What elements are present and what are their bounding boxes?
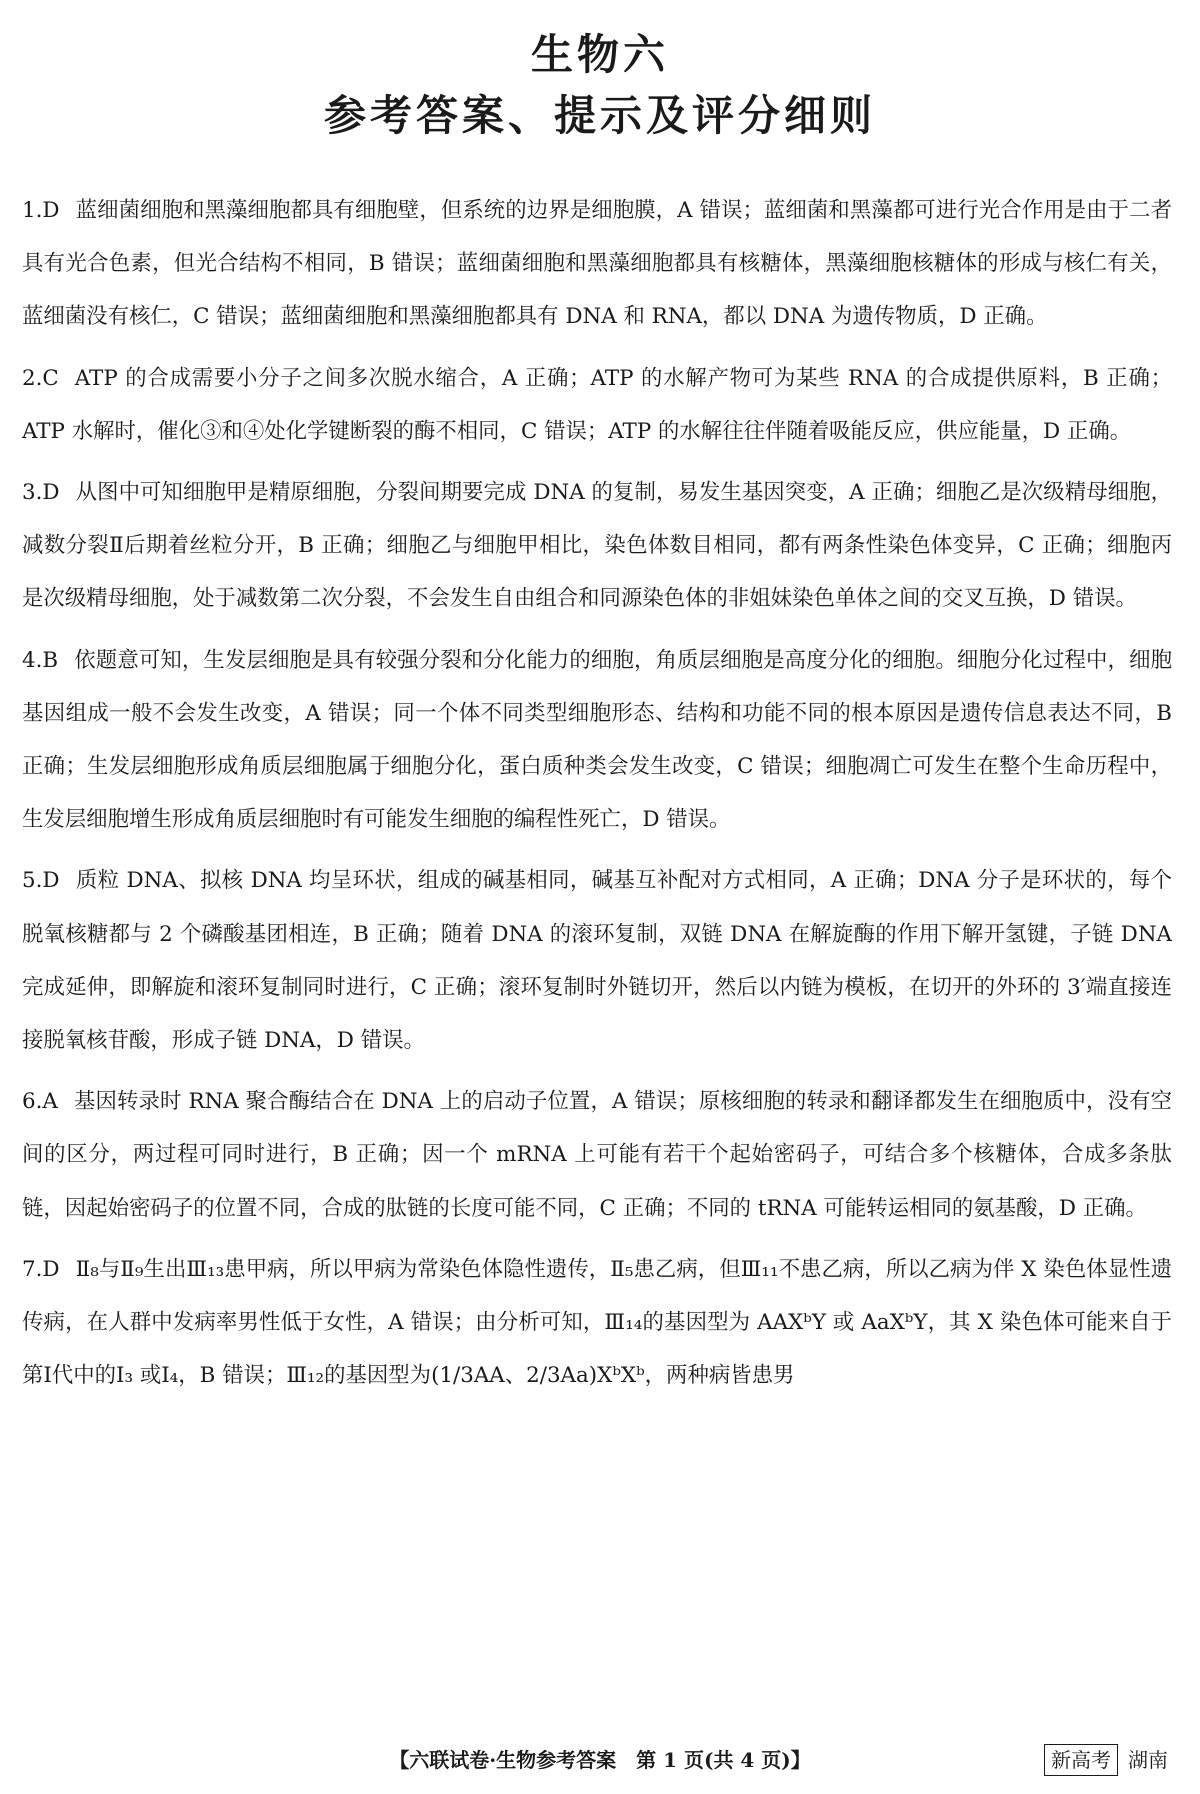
answer-number: 5.D (22, 868, 60, 894)
answer-explanation: Ⅱ₈与Ⅱ₉生出Ⅲ₁₃患甲病，所以甲病为常染色体隐性遗传，Ⅱ₅患乙病，但Ⅲ₁₁不患乙病，所以乙病为伴 X 染色体显性遗传病，在人群中发病率男性低于女性，A 错误；由分析可知，Ⅲ₁₄的基因型为 AAXᵇY 或 AaXᵇY，其 X 染色体可能来自于第Ⅰ代中的Ⅰ₃ 或Ⅰ₄，B 错误；Ⅲ₁₂的基因型为(1/3AA、2/3Aa)XᵇXᵇ，两种病皆患男 (22, 1256, 1172, 1389)
answer-item (22, 352, 1172, 458)
answer-number: 6.A (22, 1089, 58, 1115)
answer-item (22, 184, 1172, 344)
footer-tags (1044, 1744, 1168, 1776)
footer-page-info: 【六联试卷·生物参考答案 第 1 页(共 4 页)】 (389, 1748, 811, 1772)
answer-item (22, 854, 1172, 1067)
exam-type-badge: 新高考 (1044, 1744, 1118, 1776)
title-block (0, 0, 1200, 146)
answer-explanation: 质粒 DNA、拟核 DNA 均呈环状，组成的碱基相同，碱基互补配对方式相同，A 正确；DNA 分子是环状的，每个脱氧核糖都与 2 个磷酸基团相连，B 正确；随着 DNA 的滚环复制，双链 DNA 在解旋酶的作用下解开氢键，子链 DNA 完成延伸，即解旋和滚环复制同时进行，C 正确；滚环复制时外链切开，然后以内链为模板，在切开的外环的 3′端直接连接脱氧核苷酸，形成子链 DNA，D 错误。 (22, 868, 1172, 1054)
answer-explanation: 从图中可知细胞甲是精原细胞，分裂间期要完成 DNA 的复制，易发生基因突变，A 正确；细胞乙是次级精母细胞，减数分裂Ⅱ后期着丝粒分开，B 正确；细胞乙与细胞甲相比，染色体数目相同，都有两条性染色体变异，C 正确；细胞丙是次级精母细胞，处于减数第二次分裂，不会发生自由组合和同源染色体的非姐妹染色单体之间的交叉互换，D 错误。 (22, 480, 1172, 612)
answer-number: 4.B (22, 647, 59, 673)
answer-explanation: 蓝细菌细胞和黑藻细胞都具有细胞壁，但系统的边界是细胞膜，A 错误；蓝细菌和黑藻都可进行光合作用是由于二者具有光合色素，但光合结构不相同，B 错误；蓝细菌细胞和黑藻细胞都具有核糖体，黑藻细胞核糖体的形成与核仁有关，蓝细菌没有核仁，C 错误；蓝细菌细胞和黑藻细胞都具有 DNA 和 RNA，都以 DNA 为遗传物质，D 正确。 (22, 198, 1172, 330)
page-footer (0, 1740, 1200, 1780)
region-label: 湖南 (1128, 1748, 1168, 1772)
answer-explanation: 依题意可知，生发层细胞是具有较强分裂和分化能力的细胞，角质层细胞是高度分化的细胞。细胞分化过程中，细胞基因组成一般不会发生改变，A 错误；同一个体不同类型细胞形态、结构和功能不同的根本原因是遗传信息表达不同，B 正确；生发层细胞形成角质层细胞属于细胞分化，蛋白质种类会发生改变，C 错误；细胞凋亡可发生在整个生命历程中，生发层细胞增生形成角质层细胞时有可能发生细胞的编程性死亡，D 错误。 (22, 647, 1172, 833)
answer-explanation: 基因转录时 RNA 聚合酶结合在 DNA 上的启动子位置，A 错误；原核细胞的转录和翻译都发生在细胞质中，没有空间的区分，两过程可同时进行，B 正确；因一个 mRNA 上可能有若干个起始密码子，可结合多个核糖体，合成多条肽链，因起始密码子的位置不同，合成的肽链的长度可能不同，C 正确；不同的 tRNA 可能转运相同的氨基酸，D 正确。 (22, 1089, 1172, 1221)
answer-number: 7.D (22, 1256, 60, 1282)
answer-number: 2.C (22, 365, 59, 391)
answer-list (0, 146, 1200, 1402)
answer-number: 1.D (22, 198, 60, 223)
answer-item (22, 1075, 1172, 1235)
answer-item (22, 634, 1172, 847)
answer-item (22, 466, 1172, 626)
answer-item (22, 1243, 1172, 1403)
answer-number: 3.D (22, 480, 60, 506)
answer-explanation: ATP 的合成需要小分子之间多次脱水缩合，A 正确；ATP 的水解产物可为某些 RNA 的合成提供原料，B 正确；ATP 水解时，催化③和④处化学键断裂的酶不相同，C 错误；ATP 的水解往往伴随着吸能反应，供应能量，D 正确。 (22, 365, 1172, 444)
page-subtitle: 参考答案、提示及评分细则 (323, 91, 876, 140)
page-title: 生物六 (530, 30, 669, 79)
